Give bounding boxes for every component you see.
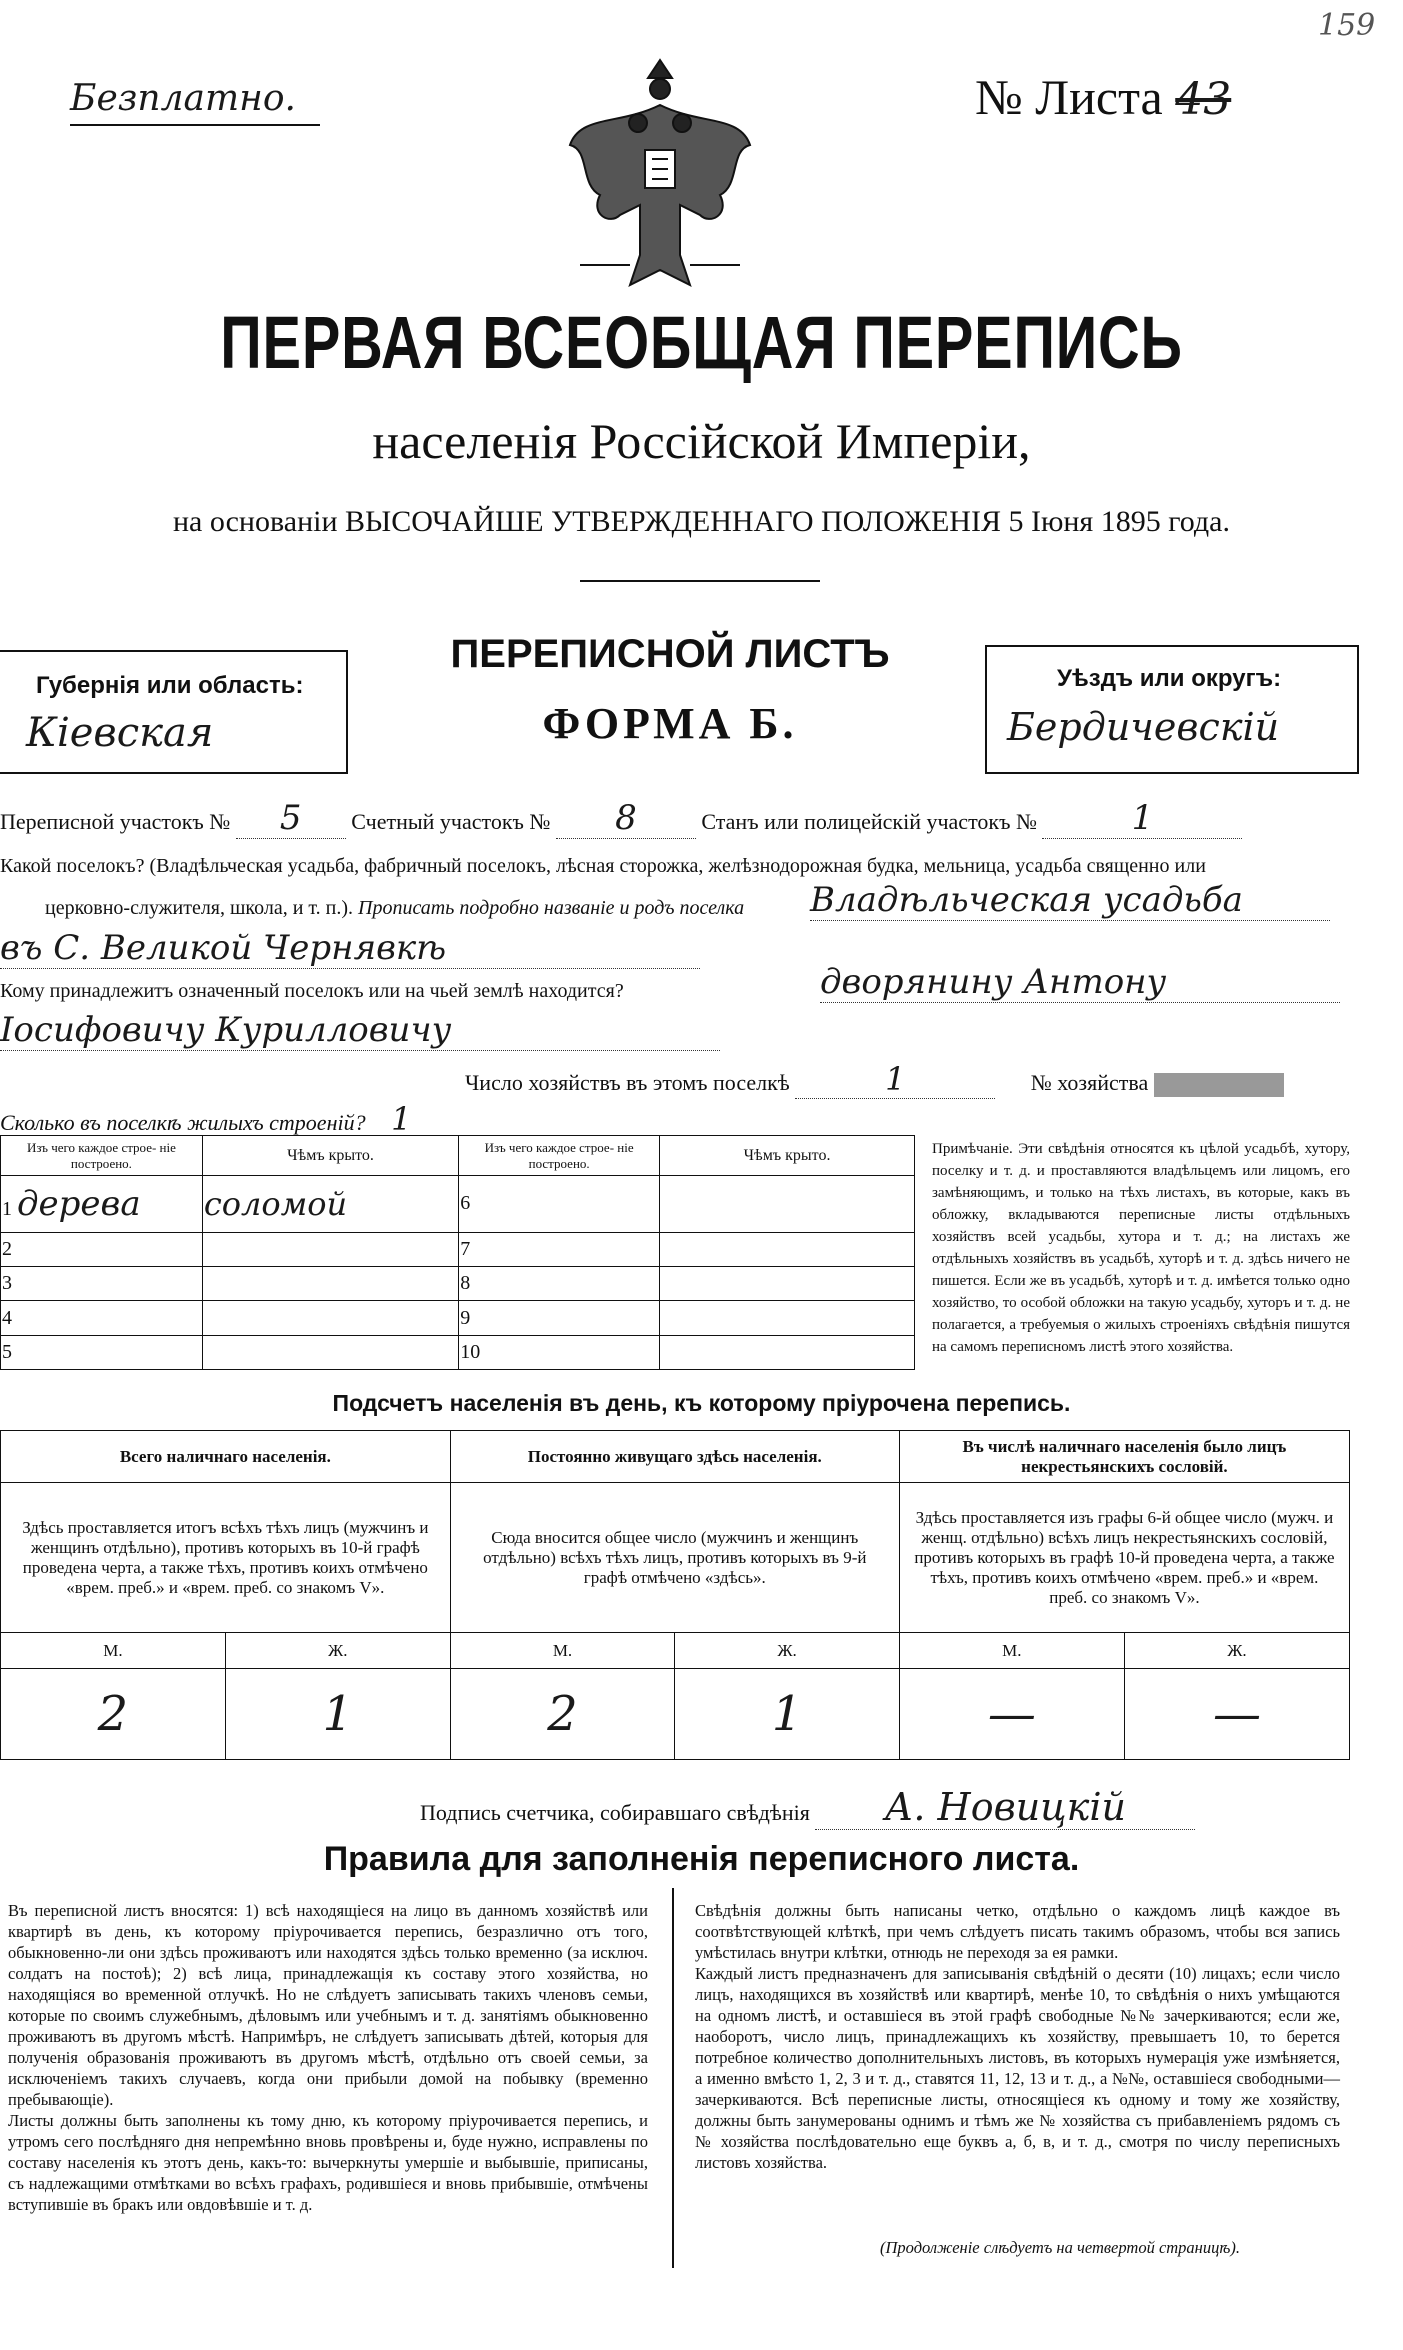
sheet-number-label: № Листа bbox=[975, 69, 1163, 125]
owner-value-2: Іосифовичу Курилловичу bbox=[0, 1010, 720, 1051]
list-title: ПЕРЕПИСНОЙ ЛИСТЪ bbox=[450, 632, 890, 676]
col-f: Ж. bbox=[1124, 1633, 1349, 1669]
buildings-h1: Изъ чего каждое строе- ніе построено. bbox=[1, 1136, 203, 1176]
col-m: М. bbox=[1, 1633, 226, 1669]
count-head-3: Въ числѣ наличнаго населенія было лицъ некрестьянскихъ сословій. bbox=[899, 1431, 1349, 1483]
empty-cell bbox=[660, 1267, 915, 1301]
row-num: 8 bbox=[459, 1267, 660, 1301]
stroeniy-value: 1 bbox=[391, 1100, 412, 1138]
count-table bbox=[0, 1430, 1350, 1760]
resident-male-value: 2 bbox=[450, 1669, 675, 1760]
roof-value: соломой bbox=[202, 1176, 458, 1233]
empty-cell bbox=[660, 1335, 915, 1369]
guberniya-value: Кіевская bbox=[26, 710, 214, 756]
uezd-value: Бердичевскій bbox=[1007, 705, 1280, 749]
count-head-2: Постоянно живущаго здѣсь населенія. bbox=[450, 1431, 899, 1483]
empty-cell bbox=[202, 1267, 458, 1301]
rules-title: Правила для заполненія переписного листа. bbox=[323, 1840, 1080, 1878]
empty-cell bbox=[660, 1176, 915, 1233]
table-row bbox=[1, 1301, 915, 1335]
imperial-eagle-icon bbox=[560, 55, 760, 300]
row-num: 10 bbox=[459, 1335, 660, 1369]
rules-left: Въ переписной листъ вносятся: 1) всѣ находящіеся на лицо въ данномъ хозяйствѣ или квартирѣ въ день, къ которому пріурочивается перепись, безразлично отъ того, обыкновенно-ли они здѣсь проживаютъ или находятся здѣсь только временно (за исключ. солдатъ на постоѣ); 2) всѣ лица, принадлежащія къ составу этого хозяйства, но находящіяся во временной отлучкѣ. Но не слѣдуетъ записывать такихъ членовъ семьи, которые по своимъ служебнымъ, дѣловымъ или учебнымъ и т. д. занятіямъ обыкновенно проживаютъ въ другомъ мѣстѣ. Напримѣръ, не слѣдуетъ записывать дѣтей, которыя для полученія образованія проживаютъ въ другомъ мѣстѣ, отдѣльно отъ своей семьи, за исключеніемъ такихъ случаевъ, когда они прибыли домой на побывку (временно пребывающіе). Листы должны быть заполнены къ тому дню, къ которому пріурочивается перепись, и утромъ сего послѣдняго дня непремѣнно вновь провѣрены и, буде нужно, исправлены по составу населенія къ этотъ день, какъ-то: вычеркнуты умершіе и выбывшіе, приписаны, съ надлежащими отмѣтками во всѣхъ графахъ, родившіеся и вновь прибывшіе, отмѣчены вступившіе въ бракъ или овдовѣвшіе и т. д. bbox=[8, 1901, 648, 2214]
buildings-note: Примѣчаніе. Эти свѣдѣнія относятся къ цѣлой усадьбѣ, хутору, поселку и т. д. и проставляются владѣльцемъ или лицомъ, его замѣняющимъ, и только на тѣхъ листахъ, въ которые, какъ въ обложку, вкладываются переписные листы отдѣльныхъ хозяйствъ всей усадьбы, хутора и т. д.; на листахъ же отдѣльныхъ хозяйствъ въ усадьбѣ, хуторѣ и т. д. здѣсь ничего не пишется. Если же въ усадьбѣ, хуторѣ и т. д. имѣется только одно хозяйство, то особой обложки на такую усадьбу, хуторъ и т. д. не полагается, а требуемыя о жилыхъ строеніяхъ свѣдѣнія пишутся на самомъ переписномъ листѣ этого хозяйства. bbox=[932, 1141, 1350, 1355]
noncrest-female-value: — bbox=[1124, 1669, 1349, 1760]
stroeniy-label: Сколько въ поселкѣ жилыхъ строеній? bbox=[0, 1110, 366, 1135]
hozyaistv-value: 1 bbox=[795, 1060, 995, 1099]
free-label: Безплатно. bbox=[70, 78, 296, 119]
row-num: 6 bbox=[459, 1176, 660, 1233]
form-label: ФОРМА Б. bbox=[542, 699, 798, 748]
building-cell bbox=[1, 1176, 203, 1233]
sheet-number bbox=[975, 68, 1231, 126]
total-female-value: 1 bbox=[225, 1669, 450, 1760]
count-desc-1: Здѣсь проставляется итогъ всѣхъ тѣхъ лицъ (мужчинъ и женщинъ отдѣльно), противъ которыхъ въ 10-й графѣ проведена черта, а также тѣхъ, противъ коихъ отмѣчено «врем. преб.» и «врем. преб. со знакомъ V». bbox=[1, 1483, 451, 1633]
count-desc-2: Сюда вносится общее число (мужчинъ и женщинъ отдѣльно) всѣхъ тѣхъ лицъ, противъ которыхъ въ 9-й графѣ отмѣчено «здѣсь». bbox=[450, 1483, 899, 1633]
hozyaistvo-no-redacted bbox=[1154, 1073, 1284, 1097]
uezd-box bbox=[985, 645, 1359, 774]
col-f: Ж. bbox=[675, 1633, 900, 1669]
poselok-q2b: Прописать подробно названіе и родъ поселка bbox=[358, 897, 745, 919]
owner-value-1: дворянину Антону bbox=[820, 962, 1340, 1003]
table-row bbox=[1, 1176, 915, 1233]
perepisnoy-label: Переписной участокъ № bbox=[0, 809, 231, 834]
row-num: 7 bbox=[459, 1232, 660, 1266]
rules-right: Свѣдѣнія должны быть написаны четко, отдѣльно о каждомъ лицѣ каждое въ соотвѣтствующей клѣткѣ, при чемъ слѣдуетъ писать такимъ образомъ, чтобы вся запись умѣстилась внутри клѣтки, отнюдь не переходя за ея рамки. Каждый листъ предназначенъ для записыванія свѣдѣній о десяти (10) лицахъ; если число лицъ, находящихся въ хозяйствѣ или квартирѣ, менѣе 10, то свѣдѣнія о нихъ умѣщаются на одномъ листѣ, и оставшіеся въ этой графѣ свободные №№ зачеркиваются; если же, наоборотъ, число лицъ, принадлежащихъ къ хозяйству, превышаетъ 10, то берется потребное количество дополнительныхъ листовъ, въ которыхъ нумерація уже измѣняется, а именно вмѣсто 1, 2, 3 и т. д., ставятся 11, 12, 13 и т. д., а №№, оставшіеся свободными—зачеркиваются. Всѣ переписные листы, относящіеся къ одному и тому же хозяйству, должны быть занумерованы однимъ и тѣмъ же № хозяйства съ прибавленіемъ рядомъ съ № хозяйства послѣдовательно еще буквъ а, б, в, и т. д., смотря по числу переписныхъ листовъ хозяйства. bbox=[695, 1901, 1340, 2172]
poselok-question-2 bbox=[45, 897, 744, 920]
empty-cell bbox=[202, 1301, 458, 1335]
guberniya-label: Губернія или область: bbox=[36, 672, 304, 699]
schetny-label: Счетный участокъ № bbox=[351, 809, 551, 834]
row-num: 4 bbox=[1, 1301, 203, 1335]
row-num: 5 bbox=[1, 1335, 203, 1369]
buildings-h4: Чѣмъ крыто. bbox=[660, 1136, 915, 1176]
empty-cell bbox=[660, 1232, 915, 1266]
free-underline bbox=[70, 124, 320, 126]
buildings-h2: Чѣмъ крыто. bbox=[202, 1136, 458, 1176]
count-title: Подсчетъ населенія въ день, къ которому пріурочена перепись. bbox=[332, 1390, 1071, 1416]
poselok-value-2: въ С. Великой Чернявкѣ bbox=[0, 928, 700, 969]
line-hozyaistv bbox=[465, 1060, 1284, 1099]
row-num: 9 bbox=[459, 1301, 660, 1335]
count-head-1: Всего наличнаго населенія. bbox=[1, 1431, 451, 1483]
empty-cell bbox=[660, 1301, 915, 1335]
noncrest-male-value: — bbox=[899, 1669, 1124, 1760]
guberniya-box bbox=[0, 650, 348, 774]
title-divider bbox=[580, 580, 820, 582]
empty-cell bbox=[202, 1232, 458, 1266]
hozyaistvo-no-label: № хозяйства bbox=[1030, 1070, 1149, 1095]
total-male-value: 2 bbox=[1, 1669, 226, 1760]
table-row bbox=[1, 1232, 915, 1266]
signature-line bbox=[420, 1785, 1195, 1830]
schetny-value: 8 bbox=[556, 798, 696, 839]
table-row bbox=[1, 1267, 915, 1301]
rules-continued: (Продолженіе слѣдуетъ на четвертой страницѣ). bbox=[880, 2238, 1240, 2257]
poselok-value-1: Владѣльческая усадьба bbox=[810, 880, 1330, 921]
col-f: Ж. bbox=[225, 1633, 450, 1669]
table-row bbox=[1, 1335, 915, 1369]
corner-mark: 159 bbox=[1318, 8, 1376, 43]
perepisnoy-value: 5 bbox=[236, 798, 346, 839]
hozyaistv-label: Число хозяйствъ въ этомъ поселкѣ bbox=[465, 1070, 790, 1095]
poselok-question: Какой поселокъ? (Владѣльческая усадьба, фабричный поселокъ, лѣсная сторожка, желѣзнодорожная будка, мельница, усадьба священно или bbox=[0, 855, 1206, 877]
owner-question: Кому принадлежитъ означенный поселокъ или на чьей землѣ находится? bbox=[0, 980, 624, 1002]
material-value: дерева bbox=[17, 1183, 141, 1224]
stan-label: Станъ или полицейскій участокъ № bbox=[701, 809, 1037, 834]
poselok-q2a: церковно-служителя, школа, и т. п.). bbox=[45, 897, 353, 919]
row-num: 2 bbox=[1, 1232, 203, 1266]
stan-value: 1 bbox=[1042, 798, 1242, 839]
line-uchastok bbox=[0, 798, 1242, 839]
subtitle: населенія Россійской Имперіи, bbox=[372, 413, 1031, 469]
basis-line: на основаніи ВЫСОЧАЙШЕ УТВЕРЖДЕННАГО ПОЛОЖЕНІЯ 5 Іюня 1895 года. bbox=[173, 505, 1230, 538]
buildings-table bbox=[0, 1135, 915, 1370]
signature-label: Подпись счетчика, собиравшаго свѣдѣнія bbox=[420, 1800, 810, 1825]
uezd-label: Уѣздъ или округъ: bbox=[1057, 665, 1282, 692]
rules-divider bbox=[672, 1888, 674, 2268]
count-desc-3: Здѣсь проставляется изъ графы 6-й общее число (мужч. и женщ. отдѣльно) всѣхъ лицъ некрестьянскихъ сословій, противъ которыхъ въ графѣ 10-й проведена черта, а также тѣхъ, противъ коихъ отмѣчено «врем. преб.» и «врем. преб. со знакомъ V». bbox=[899, 1483, 1349, 1633]
col-m: М. bbox=[450, 1633, 675, 1669]
col-m: М. bbox=[899, 1633, 1124, 1669]
row-num: 3 bbox=[1, 1267, 203, 1301]
signature-value: А. Новицкій bbox=[815, 1785, 1195, 1830]
empty-cell bbox=[202, 1335, 458, 1369]
row-num: 1 bbox=[2, 1197, 12, 1220]
sheet-number-value: 43 bbox=[1175, 74, 1232, 125]
resident-female-value: 1 bbox=[675, 1669, 900, 1760]
page-title: ПЕРВАЯ ВСЕОБЩАЯ ПЕРЕПИСЬ bbox=[220, 301, 1183, 384]
line-stroeniy bbox=[0, 1100, 411, 1138]
buildings-h3: Изъ чего каждое строе- ніе построено. bbox=[459, 1136, 660, 1176]
